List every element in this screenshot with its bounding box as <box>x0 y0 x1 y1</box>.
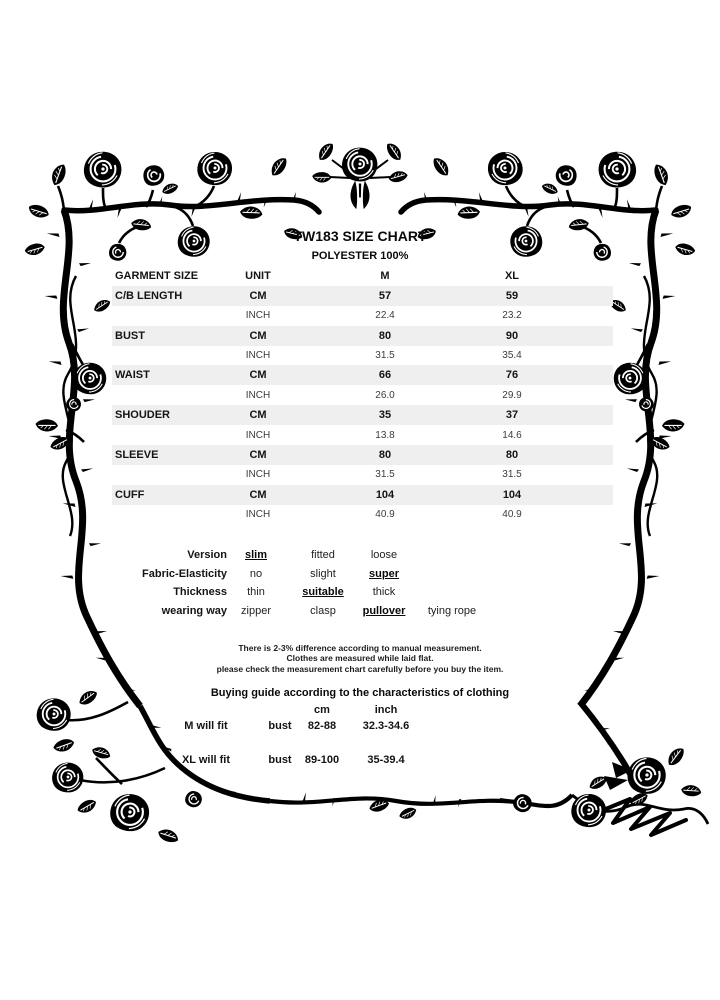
cell-m-value: 35 <box>378 409 392 422</box>
cell-label: SHOUDER <box>115 409 171 422</box>
attribute-option-selected: suitable <box>302 586 344 599</box>
cell-xl-value: 80 <box>505 448 519 461</box>
attribute-option: loose <box>370 549 398 562</box>
table-row <box>112 405 613 425</box>
fit-inch-value: 32.3-34.6 <box>362 720 410 732</box>
attribute-label: Version <box>187 549 227 562</box>
cell-unit: INCH <box>245 469 271 481</box>
attribute-option-selected: slim <box>244 549 267 562</box>
cell-unit: INCH <box>245 310 271 322</box>
fit-measure-label: bust <box>268 754 292 766</box>
attribute-row <box>112 546 502 565</box>
attribute-option-selected: super <box>369 567 399 580</box>
fit-cm-value: 89-100 <box>304 754 340 766</box>
garment-attributes <box>112 546 502 620</box>
table-row <box>112 385 613 405</box>
cell-label: CUFF <box>115 488 145 501</box>
cell-xl-value: 40.9 <box>502 509 522 521</box>
cell-label: WAIST <box>115 369 150 382</box>
cell-xl-value: 59 <box>505 289 519 302</box>
note-line: There is 2-3% difference according to manual measurement. <box>238 643 482 653</box>
buying-guide-row <box>0 754 720 768</box>
cell-m-value: 80 <box>378 329 392 342</box>
attribute-row <box>112 565 502 584</box>
page-title: TW183 SIZE CHART <box>293 228 427 244</box>
cell-m-value: 31.5 <box>375 469 395 481</box>
cell-m-value: 22.4 <box>375 310 395 322</box>
cell-m-value: 40.9 <box>375 509 395 521</box>
table-row <box>112 485 613 505</box>
cell-unit: CM <box>249 409 267 422</box>
attribute-option-selected: pullover <box>362 605 406 618</box>
cell-unit: CM <box>249 448 267 461</box>
attribute-option: clasp <box>310 605 336 618</box>
cell-xl-value: 23.2 <box>502 310 522 322</box>
cell-unit: CM <box>249 369 267 382</box>
cm-column-header: cm <box>314 704 330 716</box>
fit-size-label: XL will fit <box>181 754 231 766</box>
page-subtitle: POLYESTER 100% <box>311 250 409 262</box>
attribute-row <box>112 602 502 621</box>
attribute-label: wearing way <box>161 605 227 618</box>
fit-inch-value: 35-39.4 <box>367 754 405 766</box>
buying-guide-unit-headers <box>0 704 720 718</box>
attribute-option: slight <box>310 567 336 580</box>
inch-column-header: inch <box>374 704 398 716</box>
note-line: please check the measurement chart carefully before you buy the item. <box>216 663 504 674</box>
fit-measure-label: bust <box>268 720 292 732</box>
attribute-row <box>112 583 502 602</box>
cell-xl-value: 90 <box>505 329 519 342</box>
note-line: Clothes are measured while laid flat. <box>286 653 434 664</box>
table-row <box>112 365 613 385</box>
cell-xl-value: 29.9 <box>502 389 522 401</box>
cell-unit: INCH <box>245 389 271 401</box>
cell-label: SLEEVE <box>115 448 159 461</box>
attribute-option: zipper <box>241 605 271 618</box>
buying-guide-title: Buying guide according to the characteristics of clothing <box>210 687 510 699</box>
cell-m-value: 66 <box>378 369 392 382</box>
table-row <box>112 465 613 485</box>
cell-xl-value: 104 <box>502 488 522 501</box>
table-row <box>112 445 613 465</box>
buying-guide-row <box>0 720 720 734</box>
attribute-label: Fabric-Elasticity <box>142 567 227 580</box>
cell-label: C/B LENGTH <box>115 289 183 302</box>
table-row <box>112 505 613 525</box>
cell-m-value: 31.5 <box>375 350 395 361</box>
cell-unit: CM <box>249 488 267 501</box>
cell-unit: INCH <box>245 350 271 361</box>
cell-m-value: 80 <box>378 448 392 461</box>
col-header-garment-size: GARMENT SIZE <box>115 269 199 282</box>
cell-xl-value: 37 <box>505 409 519 422</box>
cell-m-value: 57 <box>378 289 392 302</box>
col-header-m: M <box>380 269 390 282</box>
cell-xl-value: 14.6 <box>502 429 522 441</box>
cell-m-value: 104 <box>375 488 395 501</box>
cell-xl-value: 76 <box>505 369 519 382</box>
cell-xl-value: 31.5 <box>502 469 522 481</box>
attribute-option: fitted <box>311 549 335 562</box>
table-row <box>112 326 613 346</box>
table-row <box>112 425 613 445</box>
attribute-option: thin <box>247 586 265 599</box>
col-header-xl: XL <box>504 269 520 282</box>
cell-unit: INCH <box>245 509 271 521</box>
cell-m-value: 13.8 <box>375 429 395 441</box>
size-table <box>112 266 613 525</box>
attribute-option: no <box>249 567 263 580</box>
measurement-notes <box>0 643 720 674</box>
cell-unit: CM <box>249 329 267 342</box>
cell-xl-value: 35.4 <box>502 350 522 361</box>
col-header-unit: UNIT <box>245 269 271 282</box>
attribute-option: thick <box>372 586 396 599</box>
cell-m-value: 26.0 <box>375 389 395 401</box>
table-row <box>112 346 613 366</box>
attribute-option: tying rope <box>427 605 477 618</box>
cell-unit: INCH <box>245 429 271 441</box>
fit-cm-value: 82-88 <box>307 720 337 732</box>
fit-size-label: M will fit <box>184 720 228 732</box>
size-table-header-row <box>112 266 613 286</box>
cell-unit: CM <box>249 289 267 302</box>
table-row <box>112 286 613 306</box>
table-row <box>112 306 613 326</box>
attribute-label: Thickness <box>173 586 227 599</box>
cell-label: BUST <box>115 329 145 342</box>
